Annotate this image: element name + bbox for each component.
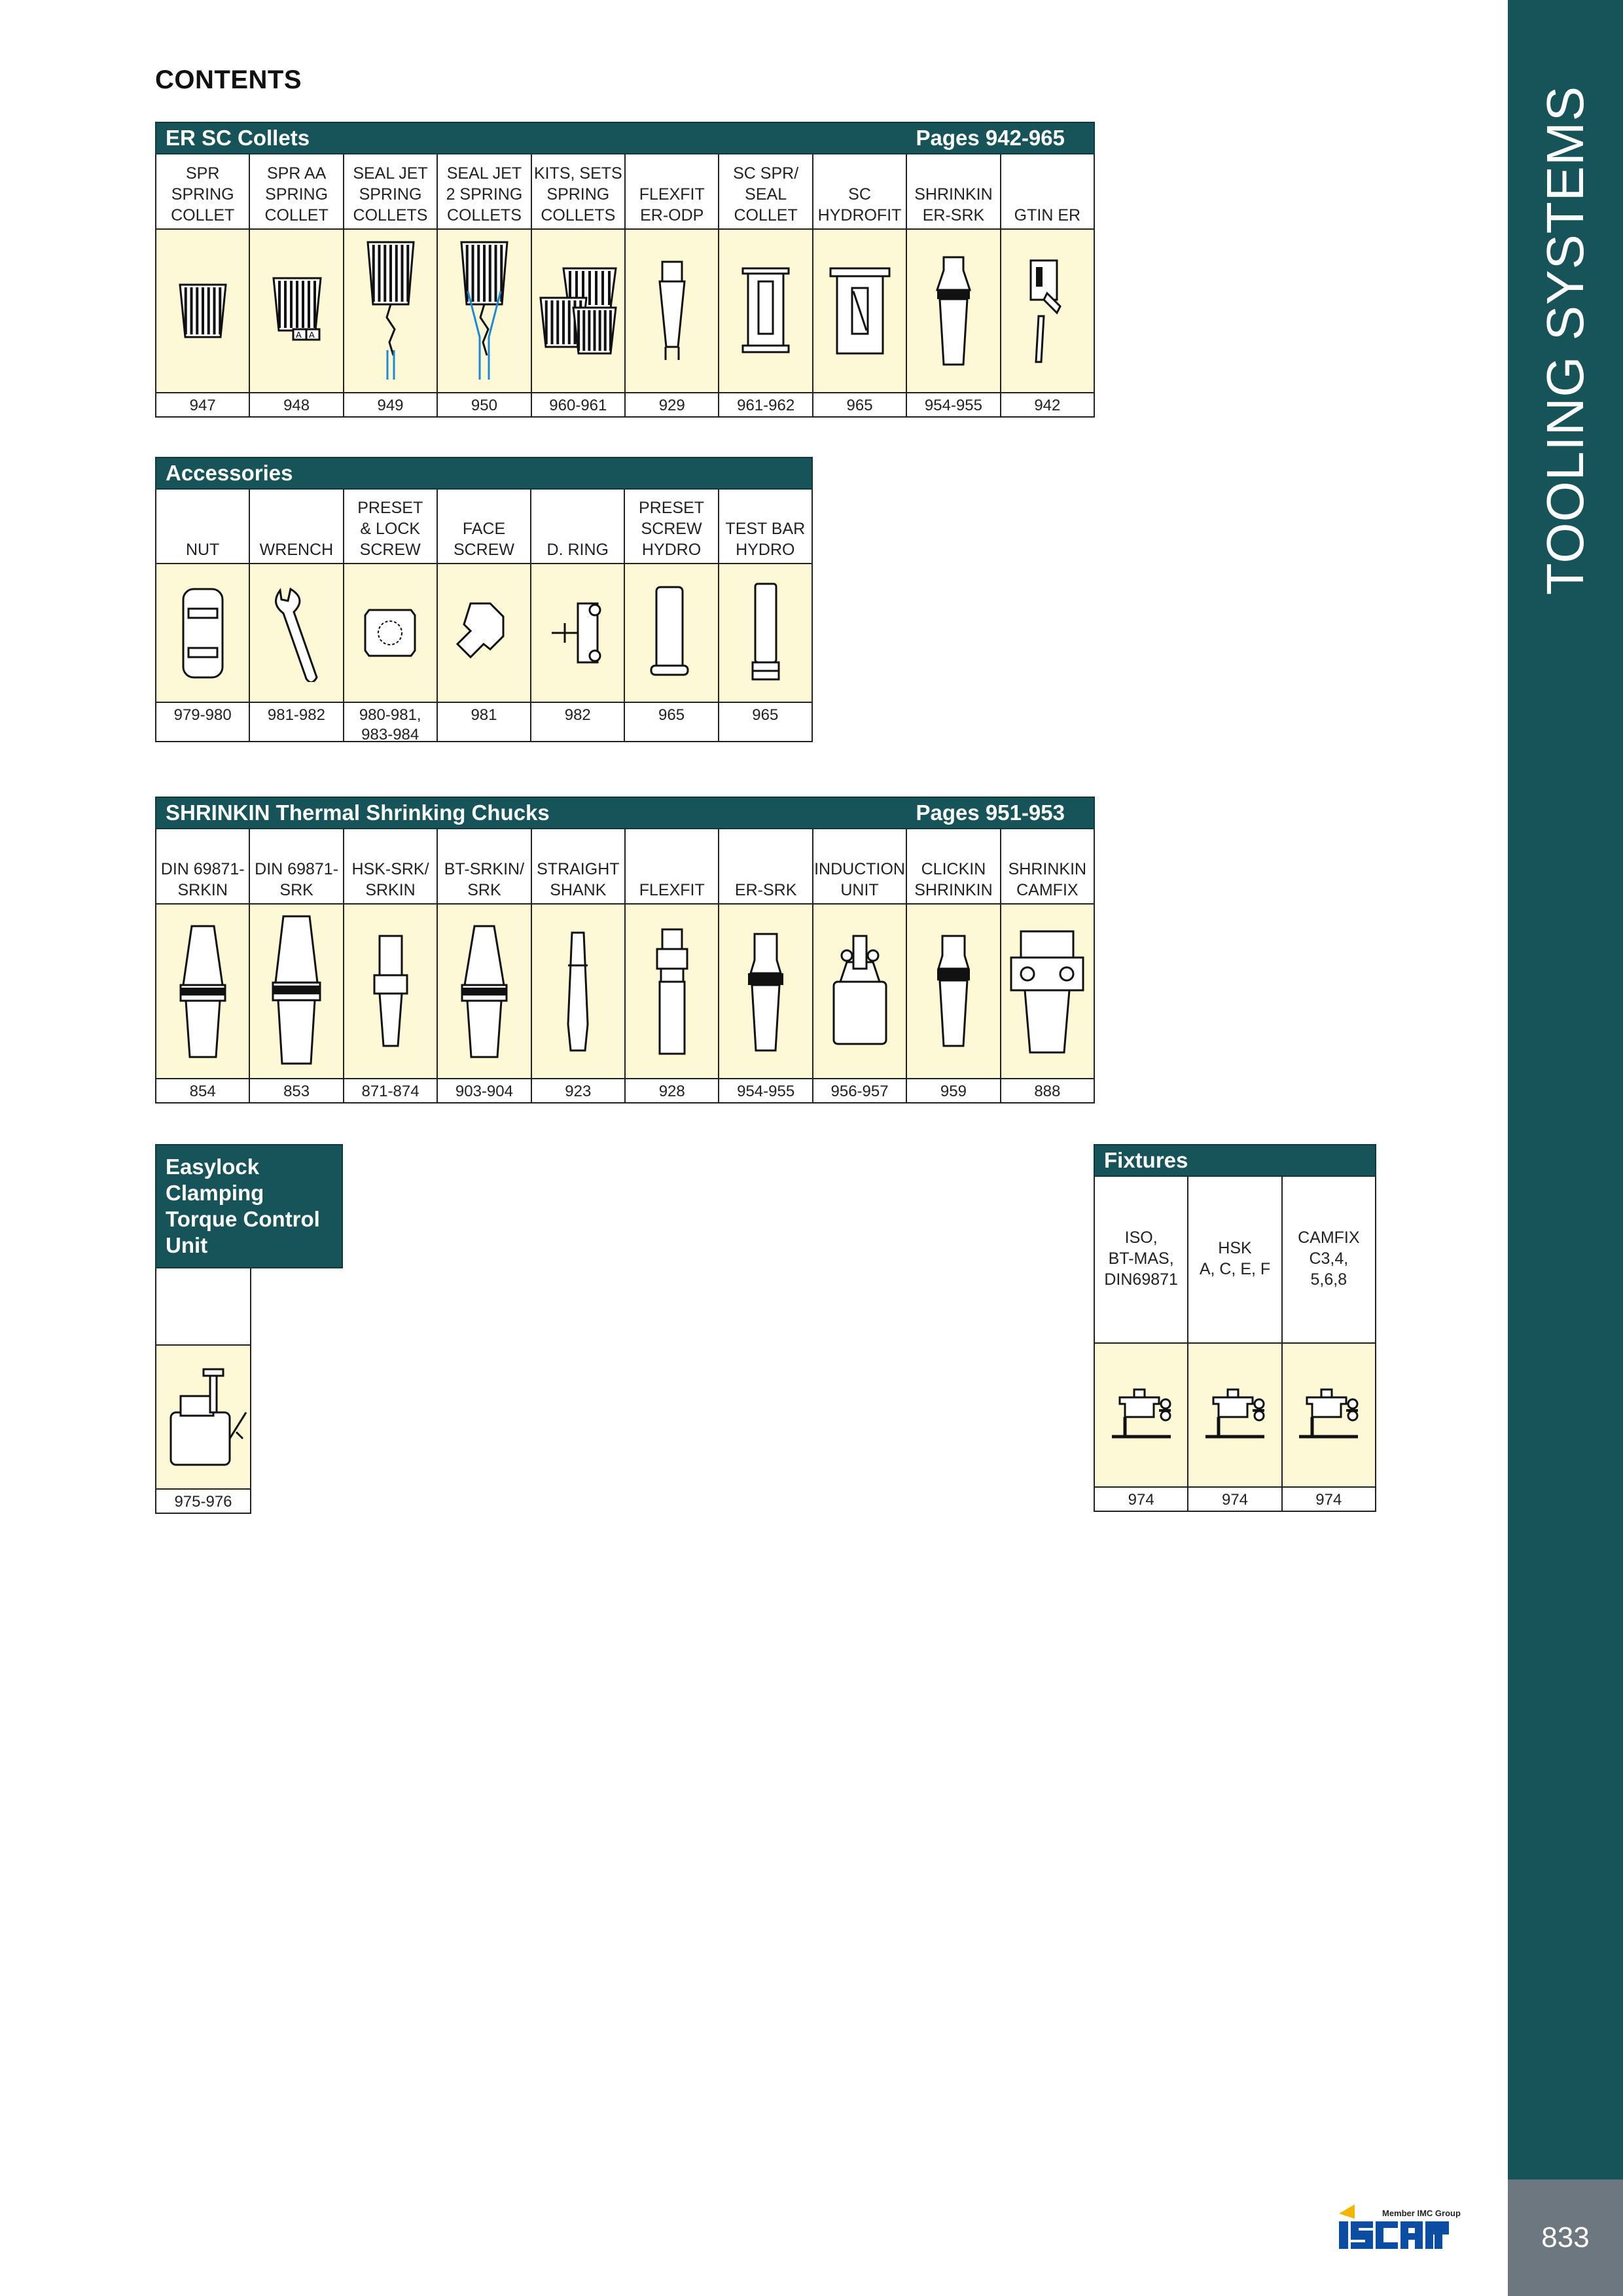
nut-icon (156, 564, 249, 703)
catalog-item (907, 154, 1001, 418)
section-title: ER SC Collets (166, 126, 310, 150)
section-pages: Pages 942-965 (916, 126, 1065, 150)
torque-unit-icon (156, 1346, 250, 1490)
item-label-line: SRK (467, 881, 501, 899)
item-label-line: FLEXFIT (639, 185, 705, 204)
catalog-item (532, 154, 626, 418)
item-label-line: D. RING (546, 541, 609, 559)
catalog-item (1188, 1177, 1282, 1512)
flexfit-icon (626, 905, 718, 1079)
item-label-line: SPR (186, 164, 220, 183)
item-label-line: BT-MAS, (1108, 1249, 1174, 1268)
item-label-line: HYDRO (641, 541, 702, 559)
shrinkin-header (155, 797, 1095, 829)
side-title: TOOLING SYSTEMS (1536, 85, 1594, 596)
catalog-item (719, 154, 813, 418)
collet-kit-icon (532, 230, 624, 393)
easylock-title-line: Unit (166, 1233, 208, 1257)
item-page-ref[interactable]: 949 (344, 393, 437, 418)
catalog-item (156, 154, 250, 418)
svg-text:A: A (309, 330, 315, 340)
item-label (907, 829, 999, 905)
item-label (625, 490, 717, 564)
item-label-line: SCREW (453, 541, 515, 559)
item-label-line: DIN 69871- (255, 860, 339, 878)
preset-screw-icon (625, 564, 717, 703)
catalog-item (813, 829, 907, 1103)
item-page-ref[interactable]: 974 (1095, 1488, 1187, 1512)
accessories-section (155, 457, 813, 742)
accessories-header (155, 457, 813, 490)
item-page-ref[interactable]: 959 (907, 1079, 999, 1103)
lock-screw-icon (344, 564, 437, 703)
item-page-ref[interactable]: 923 (532, 1079, 624, 1103)
item-page-ref[interactable]: 981-982 (250, 703, 342, 742)
item-label-line: SEAL JET (446, 164, 522, 183)
item-label-line: TEST BAR (725, 520, 806, 538)
item-label (156, 490, 249, 564)
item-label (250, 829, 342, 905)
item-label (344, 154, 437, 230)
item-label-line: SCREW (641, 520, 702, 538)
shrinkin-section (155, 797, 1095, 1103)
item-label-line: SPRING (359, 185, 422, 204)
item-label (1001, 829, 1094, 905)
item-label-line: FACE (462, 520, 506, 538)
item-label (532, 154, 624, 230)
er-srk-icon (719, 905, 812, 1079)
item-label-line: HSK-SRK/ (351, 860, 429, 878)
induction-unit-icon (813, 905, 906, 1079)
hsk-srk-icon (344, 905, 437, 1079)
catalog-item (250, 829, 344, 1103)
catalog-item (625, 490, 719, 742)
item-label-line: INDUCTION (814, 860, 905, 878)
page-number: 833 (1508, 2179, 1623, 2296)
item-label-line: DIN69871 (1104, 1270, 1178, 1289)
catalog-item (626, 154, 719, 418)
item-label-line: SRKIN (177, 881, 228, 899)
item-page-ref[interactable]: 965 (625, 703, 717, 742)
item-page-ref[interactable]: 903-904 (438, 1079, 530, 1103)
item-label (1188, 1177, 1281, 1344)
catalog-item (719, 829, 813, 1103)
test-bar-icon (719, 564, 812, 703)
item-label (719, 154, 812, 230)
item-label-line: ER-ODP (640, 206, 704, 224)
er-collets-section (155, 122, 1095, 418)
catalog-item (532, 829, 626, 1103)
item-label-line: SC (848, 185, 871, 204)
logo-tagline: Member IMC Group (1382, 2208, 1461, 2218)
item-label (813, 829, 906, 905)
item-label (344, 490, 437, 564)
er-collets-header (155, 122, 1095, 154)
catalog-item (156, 490, 250, 742)
item-label-line: HSK (1218, 1238, 1252, 1257)
item-page-ref[interactable]: 888 (1001, 1079, 1094, 1103)
catalog-item (344, 490, 438, 742)
catalog-item (1283, 1177, 1376, 1512)
item-page-ref[interactable]: 975-976 (156, 1490, 250, 1514)
item-page-ref[interactable]: 928 (626, 1079, 718, 1103)
catalog-item (344, 154, 438, 418)
item-label-line: COLLET (171, 206, 235, 224)
item-label-line: KITS, SETS (533, 164, 622, 183)
item-label-line: SCREW (359, 541, 421, 559)
svg-text:A: A (296, 330, 302, 340)
item-label-line: 5,6,8 (1310, 1270, 1347, 1289)
item-page-ref[interactable]: 974 (1283, 1488, 1375, 1512)
seal-jet-collet-icon (344, 230, 437, 393)
section-title: Accessories (166, 461, 293, 485)
item-page-ref[interactable]: 948 (250, 393, 342, 418)
item-label-line: ER-SRK (922, 206, 985, 224)
item-label-line: SHRINKIN (914, 185, 993, 204)
item-label-line: SRKIN (365, 881, 416, 899)
item-label-line: DIN 69871- (160, 860, 245, 878)
catalog-item (156, 829, 250, 1103)
easylock-title-line: Easylock (166, 1155, 260, 1179)
sc-seal-collet-icon (719, 230, 812, 393)
spring-collet-aa-icon (250, 230, 342, 393)
item-label (438, 829, 530, 905)
din-srk-icon (250, 905, 342, 1079)
item-label-line: PRESET (639, 499, 705, 517)
clickin-icon (907, 905, 999, 1079)
catalog-item (719, 490, 813, 742)
item-label (719, 490, 812, 564)
item-page-ref[interactable]: 929 (626, 393, 718, 418)
item-page-ref[interactable]: 982 (531, 703, 624, 742)
item-label (250, 490, 342, 564)
item-label-line: BT-SRKIN/ (444, 860, 525, 878)
shrinkin-er-icon (907, 230, 999, 393)
item-label-line: SPRING (546, 185, 610, 204)
item-label-line: COLLET (734, 206, 798, 224)
spring-collet-icon (156, 230, 249, 393)
item-label-line: SRK (279, 881, 313, 899)
item-label-line: COLLET (264, 206, 329, 224)
catalog-item (1001, 154, 1095, 418)
item-label-line: C3,4, (1309, 1249, 1349, 1268)
item-label (1095, 1177, 1187, 1344)
item-label-line: CAMFIX (1298, 1228, 1360, 1247)
item-label-line: UNIT (840, 881, 879, 899)
item-label-line: STRAIGHT (537, 860, 620, 878)
item-label-line: SHRINKIN (914, 881, 993, 899)
catalog-item (250, 490, 344, 742)
fixtures-section (1094, 1144, 1376, 1512)
item-label (250, 154, 342, 230)
item-page-ref[interactable]: 947 (156, 393, 249, 418)
straight-shank-icon (532, 905, 624, 1079)
item-label-line: A, C, E, F (1199, 1259, 1271, 1278)
item-label-line: PRESET (357, 499, 423, 517)
item-label (156, 154, 249, 230)
face-screw-icon (438, 564, 530, 703)
item-label (1283, 1177, 1375, 1344)
item-label-line: SEAL (745, 185, 787, 204)
easylock-section (155, 1144, 343, 1514)
seal-jet-2-collet-icon (438, 230, 530, 393)
item-label-line: COLLETS (446, 206, 522, 224)
easylock-title-line: Torque Control (166, 1207, 320, 1231)
item-page-ref[interactable]: 979-980 (156, 703, 249, 742)
gtin-er-icon (1001, 230, 1094, 393)
item-label (1001, 154, 1094, 230)
easylock-header (155, 1144, 343, 1268)
item-label (531, 490, 624, 564)
item-label (907, 154, 999, 230)
item-label (438, 154, 530, 230)
item-label-line: HYDRO (736, 541, 795, 559)
page-title: CONTENTS (155, 65, 302, 94)
d-ring-icon (531, 564, 624, 703)
wrench-icon (250, 564, 342, 703)
item-page-ref[interactable]: 854 (156, 1079, 249, 1103)
item-label (532, 829, 624, 905)
item-label-line: FLEXFIT (639, 881, 705, 899)
item-label-line: ER-SRK (734, 881, 797, 899)
item-label-line: SEAL JET (353, 164, 428, 183)
item-label-line: SHRINKIN (1008, 860, 1087, 878)
item-label-line: COLLETS (541, 206, 616, 224)
item-label-line: SPRING (265, 185, 329, 204)
item-page-ref[interactable]: 965 (719, 703, 812, 742)
item-label (813, 154, 906, 230)
item-label (719, 829, 812, 905)
fixture-camfix-icon (1283, 1344, 1375, 1488)
item-label (438, 490, 530, 564)
hydrofit-icon (813, 230, 906, 393)
catalog-item (344, 829, 438, 1103)
fixture-iso-icon (1095, 1344, 1187, 1488)
section-title: Fixtures (1104, 1148, 1188, 1172)
item-label-line: WRENCH (259, 541, 334, 559)
fixtures-header (1094, 1144, 1376, 1177)
item-label-line: GTIN ER (1014, 206, 1081, 224)
item-page-ref[interactable]: 950 (438, 393, 530, 418)
item-label-line: ISO, (1124, 1228, 1158, 1247)
catalog-item (1095, 1177, 1188, 1512)
item-label-line: CLICKIN (921, 860, 986, 878)
catalog-item (438, 154, 531, 418)
item-label-line: SHANK (550, 881, 607, 899)
din-srkin-icon (156, 905, 249, 1079)
section-title: SHRINKIN Thermal Shrinking Chucks (166, 800, 550, 825)
item-label (626, 154, 718, 230)
item-page-ref[interactable]: 853 (250, 1079, 342, 1103)
item-page-ref[interactable]: 980-981, 983-984 (344, 703, 437, 742)
item-page-ref[interactable]: 974 (1188, 1488, 1281, 1512)
catalog-item (813, 154, 907, 418)
item-page-ref[interactable]: 942 (1001, 393, 1094, 418)
item-label-line: COLLETS (353, 206, 428, 224)
item-label (156, 1268, 250, 1346)
iscar-logo (1335, 2199, 1472, 2265)
flexfit-er-icon (626, 230, 718, 393)
catalog-item (438, 829, 531, 1103)
item-label-line: 2 SPRING (446, 185, 523, 204)
item-page-ref[interactable]: 954-955 (907, 393, 999, 418)
camfix-icon (1001, 905, 1094, 1079)
catalog-item (438, 490, 531, 742)
item-label (344, 829, 437, 905)
section-pages: Pages 951-953 (916, 800, 1065, 825)
item-label (626, 829, 718, 905)
easylock-title-line: Clamping (166, 1181, 264, 1205)
item-page-ref[interactable]: 960-961 (532, 393, 624, 418)
iscar-logo-icon (1335, 2199, 1472, 2265)
item-page-ref[interactable]: 981 (438, 703, 530, 742)
item-label-line: SC SPR/ (733, 164, 799, 183)
item-label-line: CAMFIX (1016, 881, 1079, 899)
item-label-line: SPRING (171, 185, 234, 204)
item-page-ref[interactable]: 954-955 (719, 1079, 812, 1103)
item-label-line: HYDROFIT (817, 206, 902, 224)
item-label (156, 829, 249, 905)
catalog-item (531, 490, 625, 742)
item-label-line: SPR AA (266, 164, 327, 183)
catalog-item (907, 829, 1001, 1103)
bt-srkin-icon (438, 905, 530, 1079)
item-page-ref[interactable]: 871-874 (344, 1079, 437, 1103)
item-label-line: & LOCK (360, 520, 421, 538)
catalog-item (1001, 829, 1095, 1103)
item-page-ref[interactable]: 956-957 (813, 1079, 906, 1103)
catalog-item (626, 829, 719, 1103)
item-page-ref[interactable]: 965 (813, 393, 906, 418)
fixture-hsk-icon (1188, 1344, 1281, 1488)
item-page-ref[interactable]: 961-962 (719, 393, 812, 418)
item-label-line: NUT (185, 541, 220, 559)
catalog-item (156, 1268, 251, 1514)
catalog-item (250, 154, 344, 418)
